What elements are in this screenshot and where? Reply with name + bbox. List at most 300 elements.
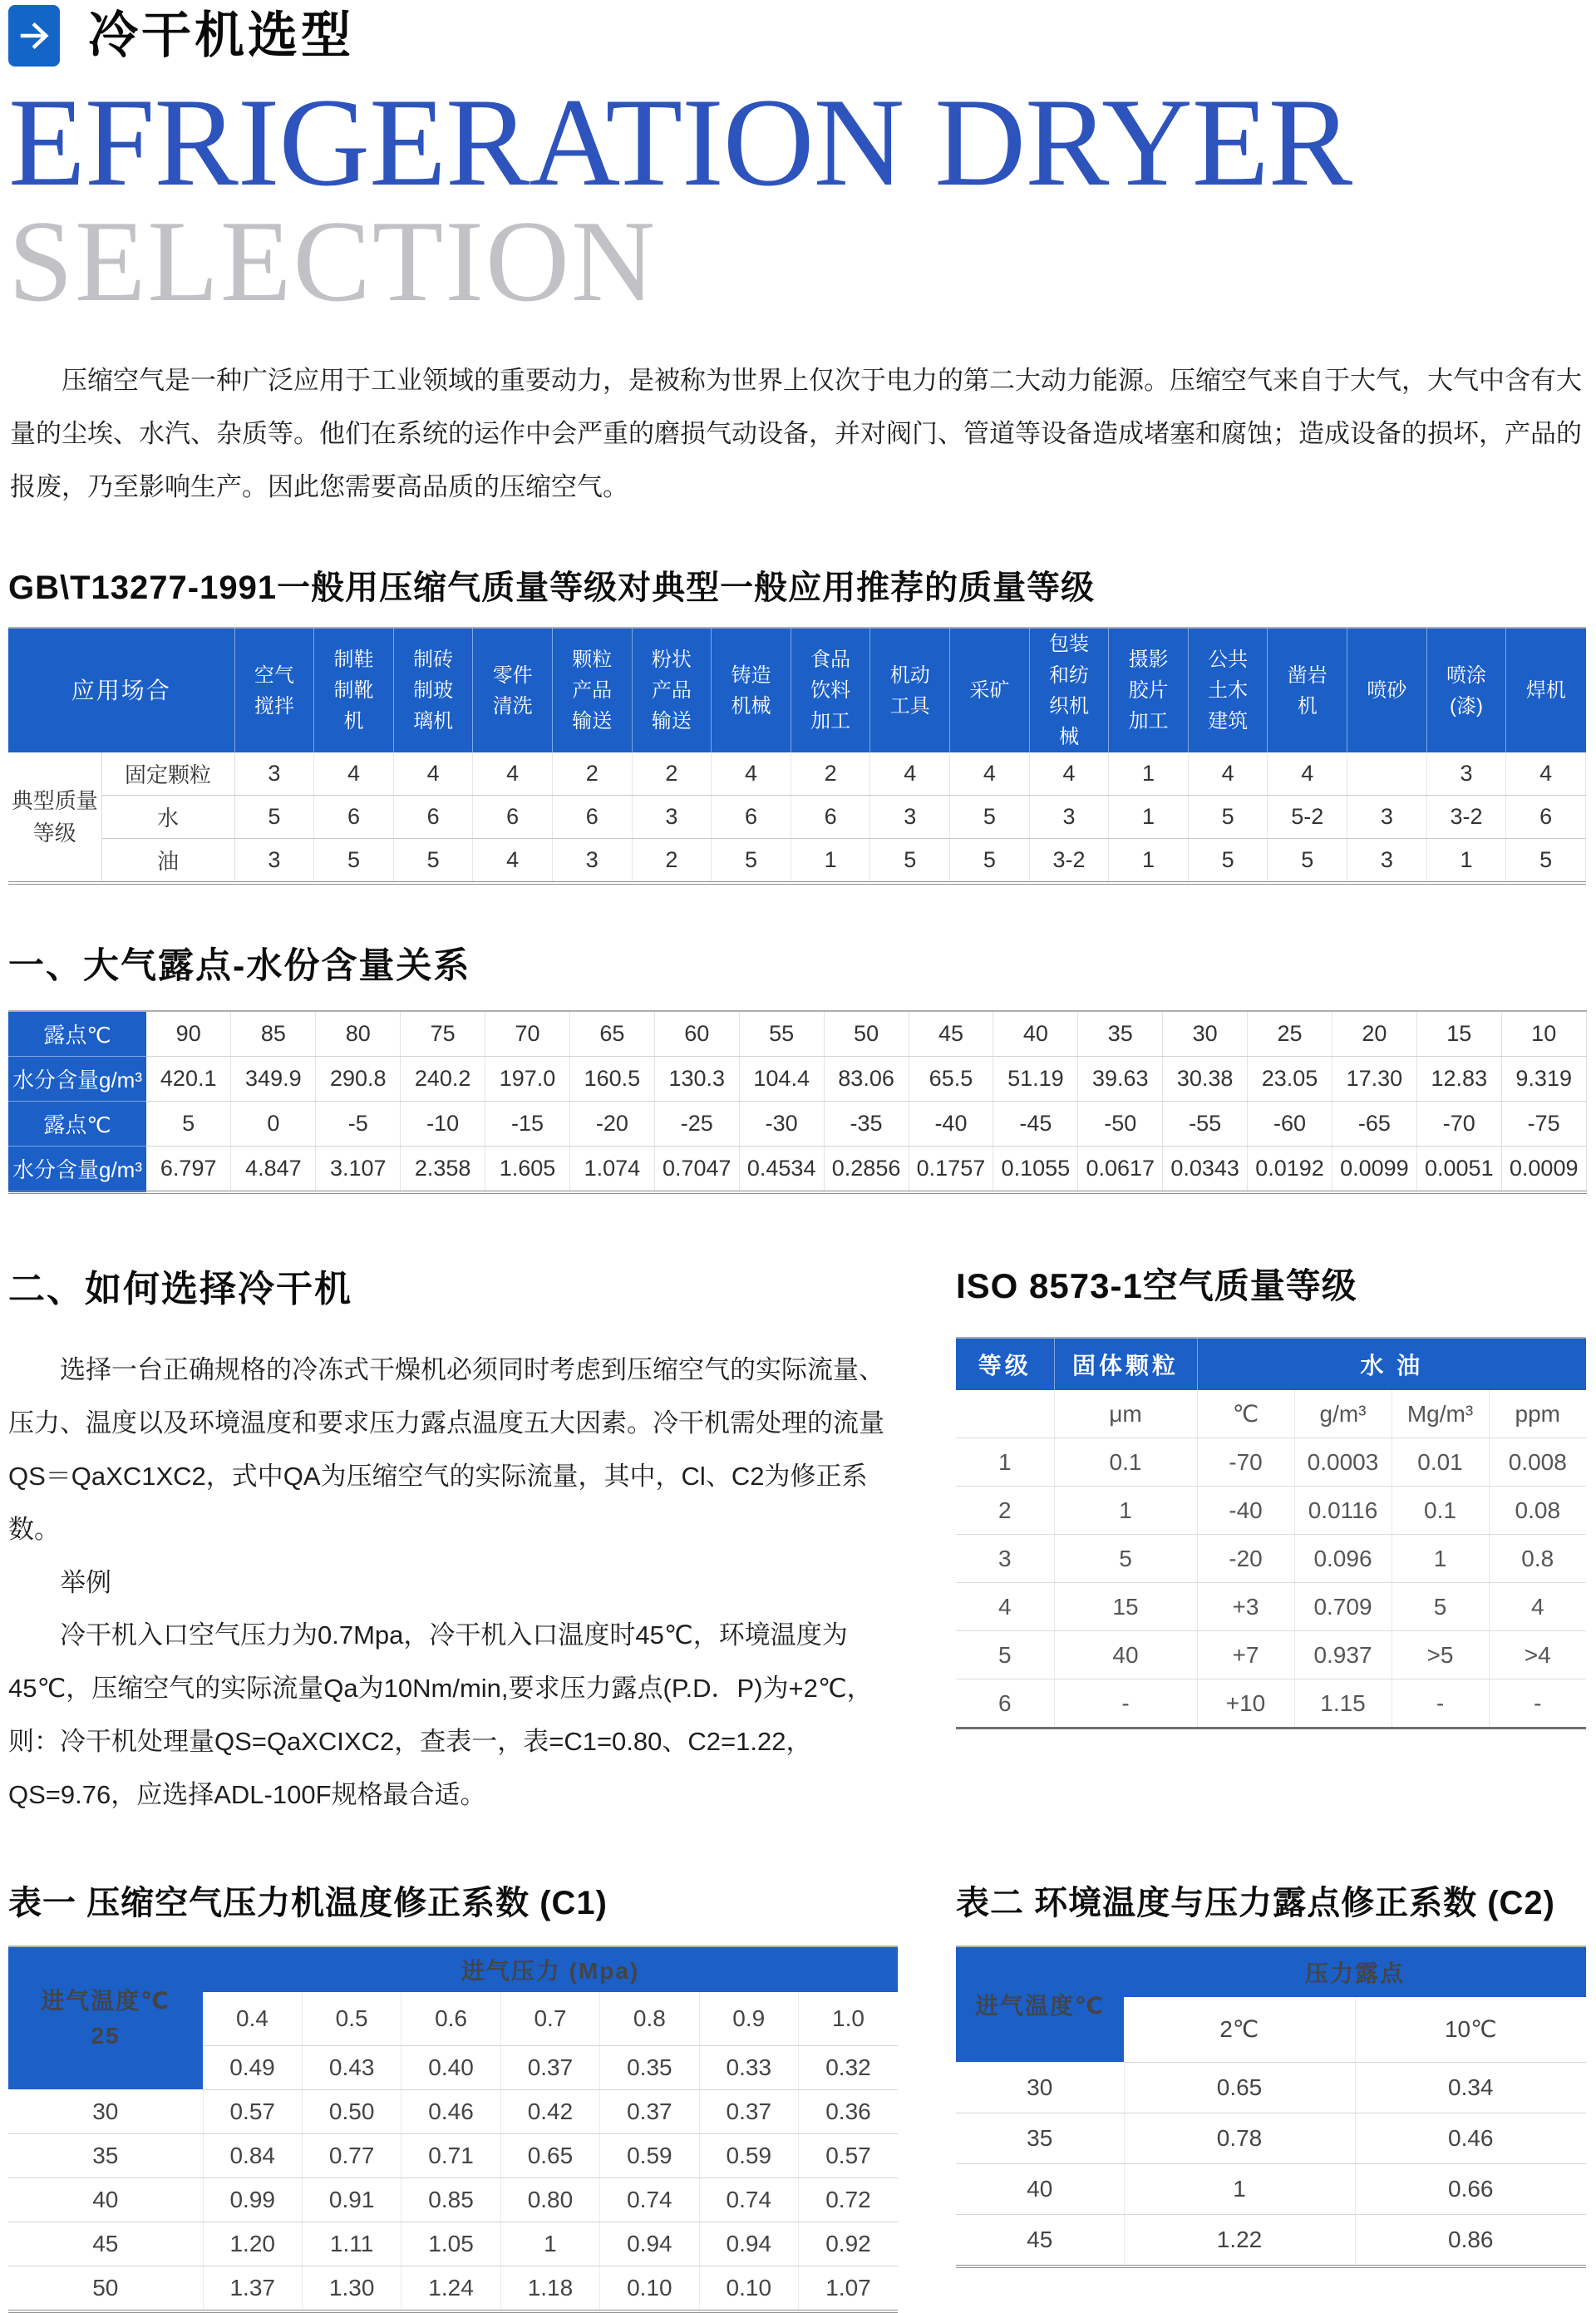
c1-value: 0.59 [699, 2133, 798, 2177]
dew-value: -30 [739, 1102, 824, 1147]
iso-unit: ppm [1489, 1390, 1586, 1438]
c1-pressure: 0.9 [699, 1992, 798, 2046]
c2-dewpoint-header: 压力露点 [1124, 1946, 1586, 1997]
title-en: EFRIGERATION DRYER [8, 72, 1352, 212]
table-row [956, 2214, 1586, 2266]
iso-value: 0.0003 [1294, 1438, 1392, 1487]
iso-unit: ℃ [1197, 1390, 1294, 1438]
quality-value: 4 [473, 752, 553, 796]
dew-row-label: 露点℃ [8, 1102, 146, 1147]
c1-pressure: 0.4 [203, 1992, 302, 2046]
c1-temp: 40 [8, 2177, 203, 2222]
iso-value: 1.15 [1294, 1679, 1392, 1729]
table-c2-title: 表二 环境温度与压力露点修正系数 (C2) [956, 1884, 1555, 1921]
dew-value: 0.0343 [1163, 1147, 1248, 1193]
c1-pressure: 0.6 [401, 1992, 500, 2046]
dew-value: 83.06 [824, 1057, 909, 1102]
dew-value: 60 [654, 1011, 739, 1057]
quality-value: 6 [393, 796, 473, 839]
dew-value: 39.63 [1078, 1057, 1163, 1102]
quality-value: 1 [791, 839, 870, 884]
quality-value: 5 [950, 796, 1030, 839]
dew-value: 1.605 [485, 1147, 570, 1193]
quality-value [1347, 752, 1427, 796]
dew-value: 130.3 [654, 1057, 739, 1102]
c2-dewpoint: 10℃ [1355, 1997, 1586, 2063]
dew-value: 9.319 [1501, 1057, 1586, 1102]
c1-value: 0.46 [401, 2089, 500, 2133]
c2-temp: 35 [956, 2113, 1124, 2163]
iso-value: 0.8 [1489, 1535, 1586, 1583]
iso-value: 0.709 [1294, 1583, 1392, 1631]
c1-value: 0.10 [699, 2266, 798, 2311]
dew-value: 349.9 [231, 1057, 316, 1102]
table-row [956, 2163, 1586, 2214]
page-header [8, 5, 1588, 67]
quality-value: 5 [234, 796, 314, 839]
dew-value: -50 [1078, 1102, 1163, 1147]
quality-grade-table [8, 627, 1586, 885]
dew-value: -65 [1332, 1102, 1416, 1147]
quality-value: 5 [712, 839, 791, 884]
c1-value: 0.91 [302, 2177, 401, 2222]
c2-temp: 30 [956, 2062, 1124, 2113]
quality-value: 4 [473, 839, 553, 884]
quality-column-header: 空气搅拌 [234, 628, 314, 752]
dew-value: 420.1 [146, 1057, 231, 1102]
c1-value: 0.99 [203, 2177, 302, 2222]
dew-value: 65.5 [909, 1057, 993, 1102]
quality-value: 1 [1109, 839, 1189, 884]
c1-temp: 35 [8, 2133, 203, 2177]
quality-column-header: 制砖制玻璃机 [393, 628, 473, 752]
table-row [8, 2133, 898, 2177]
dew-value: 0.0009 [1501, 1147, 1586, 1193]
iso-value: 0.1 [1054, 1438, 1197, 1487]
dew-value: 23.05 [1248, 1057, 1332, 1102]
quality-column-header: 焊机 [1506, 628, 1586, 752]
dew-value: -20 [569, 1102, 654, 1147]
dew-value: 0 [231, 1102, 316, 1147]
c1-value: 0.74 [600, 2177, 699, 2222]
dew-value: 5 [146, 1102, 231, 1147]
dew-value: 35 [1078, 1011, 1163, 1057]
table-row [956, 1338, 1586, 1390]
iso-value: 0.096 [1294, 1535, 1392, 1583]
quality-row-label: 固定颗粒 [101, 752, 234, 796]
dew-value: 80 [316, 1011, 401, 1057]
iso-unit-blank [956, 1390, 1054, 1438]
dew-value: 1.074 [569, 1147, 654, 1193]
quality-value: 6 [473, 796, 553, 839]
dew-row-label: 露点℃ [8, 1011, 146, 1057]
selection-text [8, 1344, 904, 1822]
table-row [956, 2062, 1586, 2113]
iso-value: 2 [956, 1487, 1054, 1535]
dew-value: 65 [569, 1011, 654, 1057]
dew-value: 51.19 [993, 1057, 1078, 1102]
quality-column-header: 摄影胶片加工 [1109, 628, 1189, 752]
quality-value: 4 [1268, 752, 1347, 796]
c1-correction-table [8, 1946, 898, 2313]
how-to-select-column [8, 1259, 904, 1822]
arrow-right-icon [8, 5, 60, 67]
quality-row-group: 典型质量等级 [8, 752, 101, 883]
c2-value: 1.22 [1124, 2214, 1355, 2266]
dew-value: 290.8 [316, 1057, 401, 1102]
quality-value: 6 [712, 796, 791, 839]
table-row [8, 628, 1586, 752]
quality-value: 2 [553, 752, 633, 796]
table-row [8, 1946, 898, 1992]
dew-value: -15 [485, 1102, 570, 1147]
c1-value: 1.05 [401, 2222, 500, 2266]
iso-value: >4 [1489, 1631, 1586, 1679]
iso-column [956, 1259, 1588, 1729]
iso-value: 15 [1054, 1583, 1197, 1631]
selection-paragraph: 选择一台正确规格的冷冻式干燥机必须同时考虑到压缩空气的实际流量、压力、温度以及环境温度和要求压力露点温度五大因素。冷干机需处理的流量QS＝QaXC1XC2，式中QA为压缩空气的实际流量，其中，Cl、C2为修正系数。 [8, 1355, 884, 1544]
dew-value: 85 [231, 1011, 316, 1057]
c1-value: 1.18 [500, 2266, 599, 2311]
c1-value: 0.74 [699, 2177, 798, 2222]
quality-column-header: 粉状产品输送 [632, 628, 712, 752]
iso-particles-header: 固体颗粒 [1054, 1338, 1197, 1390]
quality-value: 4 [1506, 752, 1586, 796]
dew-value: 25 [1248, 1011, 1332, 1057]
quality-value: 5 [1188, 796, 1268, 839]
c1-value: 1.37 [203, 2266, 302, 2311]
quality-value: 2 [632, 752, 712, 796]
table-row [8, 2089, 898, 2133]
quality-row-label: 水 [101, 796, 234, 839]
dew-value: -75 [1501, 1102, 1586, 1147]
table-row [8, 1057, 1586, 1102]
example-paragraph: 冷干机入口空气压力为0.7Mpa，冷干机入口温度时45℃，环境温度为45℃，压缩空气的实际流量Qa为10Nm/min,要求压力露点(P.D．P)为+2℃，则：冷干机处理量QS=QaXCIXC2，查表一，表=C1=0.80、C2=1.22，QS=9.76，应选择ADL-100F规格最合适。 [8, 1620, 873, 1810]
quality-column-header: 喷砂 [1347, 628, 1427, 752]
dewpoint-moisture-table [8, 1010, 1587, 1194]
c1-value: 0.77 [302, 2133, 401, 2177]
quality-value: 2 [632, 839, 712, 884]
iso-value: - [1392, 1679, 1489, 1729]
table-row [8, 1102, 1586, 1147]
iso-value: 5 [956, 1631, 1054, 1679]
c2-value: 0.46 [1355, 2113, 1586, 2163]
dew-value: 20 [1332, 1011, 1416, 1057]
dew-value: 30.38 [1163, 1057, 1248, 1102]
dew-value: 2.358 [401, 1147, 485, 1193]
quality-value: 3 [1347, 839, 1427, 884]
quality-value: 3 [870, 796, 950, 839]
dew-value: 40 [993, 1011, 1078, 1057]
dew-value: 0.0617 [1078, 1147, 1163, 1193]
c1-value: 0.84 [203, 2133, 302, 2177]
dew-value: 45 [909, 1011, 993, 1057]
table-row [956, 1631, 1586, 1679]
quality-column-header: 凿岩机 [1268, 628, 1347, 752]
iso-value: 1 [1054, 1487, 1197, 1535]
iso-value: >5 [1392, 1631, 1489, 1679]
c1-value: 0.94 [600, 2222, 699, 2266]
quality-column-header: 制鞋制靴机 [314, 628, 394, 752]
dew-value: 197.0 [485, 1057, 570, 1102]
c1-value: 1.30 [302, 2266, 401, 2311]
iso-value: 0.937 [1294, 1631, 1392, 1679]
iso-value: -40 [1197, 1487, 1294, 1535]
table-row [956, 1535, 1586, 1583]
dew-value: -55 [1163, 1102, 1248, 1147]
c1-pressure-header: 进气压力 (Mpa) [203, 1946, 898, 1992]
dew-value: -40 [909, 1102, 993, 1147]
section2-title: 二、如何选择冷干机 [8, 1269, 352, 1310]
dew-value: 0.1055 [993, 1147, 1078, 1193]
c1-value: 0.85 [401, 2177, 500, 2222]
table-row [956, 1583, 1586, 1631]
dew-value: 17.30 [1332, 1057, 1416, 1102]
quality-row-label: 油 [101, 839, 234, 884]
c2-value: 0.78 [1124, 2113, 1355, 2163]
c1-value: 0.10 [600, 2266, 699, 2311]
table-row [8, 2266, 898, 2311]
quality-value: 2 [791, 752, 870, 796]
quality-column-header: 颗粒产品输送 [553, 628, 633, 752]
quality-corner-header: 应用场合 [8, 628, 234, 752]
quality-value: 4 [712, 752, 791, 796]
c2-value: 1 [1124, 2163, 1355, 2214]
dew-value: 70 [485, 1011, 570, 1057]
c1-pressure: 0.7 [500, 1992, 599, 2046]
c1-value: 0.36 [798, 2089, 898, 2133]
c1-value: 0.49 [203, 2045, 302, 2089]
c1-value: 0.80 [500, 2177, 599, 2222]
dew-value: 0.0099 [1332, 1147, 1416, 1193]
dew-value: 75 [401, 1011, 485, 1057]
iso-value: +10 [1197, 1679, 1294, 1729]
quality-value: 5 [393, 839, 473, 884]
c1-value: 0.37 [500, 2045, 599, 2089]
quality-table-title: GB\T13277-1991一般用压缩气质量等级对典型一般应用推荐的质量等级 [8, 570, 1096, 607]
iso-value: 0.1 [1392, 1487, 1489, 1535]
dew-value: -45 [993, 1102, 1078, 1147]
iso-value: 0.08 [1489, 1487, 1586, 1535]
quality-value: 3 [1426, 752, 1506, 796]
c1-value: 0.71 [401, 2133, 500, 2177]
subtitle-en: SELECTION [8, 197, 658, 327]
dew-value: 3.107 [316, 1147, 401, 1193]
dew-row-label: 水分含量g/m³ [8, 1147, 146, 1193]
quality-value: 3 [1347, 796, 1427, 839]
quality-value: 3 [553, 839, 633, 884]
table-row [8, 752, 1586, 796]
iso-value: 4 [1489, 1583, 1586, 1631]
quality-value: 1 [1109, 796, 1189, 839]
dew-value: 0.0051 [1416, 1147, 1501, 1193]
iso-value: 5 [1392, 1583, 1489, 1631]
table-row [8, 2177, 898, 2222]
quality-value: 5 [314, 839, 394, 884]
iso-value: 1 [956, 1438, 1054, 1487]
dew-row-label: 水分含量g/m³ [8, 1057, 146, 1102]
iso-value: 0.0116 [1294, 1487, 1392, 1535]
table-row [8, 1147, 1586, 1193]
iso-value: 5 [1054, 1535, 1197, 1583]
iso-value: 4 [956, 1583, 1054, 1631]
quality-column-header: 公共土木建筑 [1188, 628, 1268, 752]
iso-value: 6 [956, 1679, 1054, 1729]
iso-air-quality-table [956, 1337, 1586, 1729]
c2-temp: 45 [956, 2214, 1124, 2266]
table-row [956, 1679, 1586, 1729]
quality-value: 5 [1506, 839, 1586, 884]
c1-corner-line2: 25 [91, 2022, 121, 2049]
c1-corner-header [8, 1946, 203, 2090]
table-c1-title: 表一 压缩空气压力机温度修正系数 (C1) [8, 1884, 608, 1921]
c1-value: 0.42 [500, 2089, 599, 2133]
quality-value: 4 [314, 752, 394, 796]
c1-corner-line1: 进气温度℃ [41, 1987, 170, 2014]
c1-value: 0.94 [699, 2222, 798, 2266]
iso-unit: μm [1054, 1390, 1197, 1438]
quality-value: 3 [632, 796, 712, 839]
quality-column-header: 零件清洗 [473, 628, 553, 752]
quality-value: 4 [1188, 752, 1268, 796]
quality-value: 4 [1029, 752, 1109, 796]
dew-value: 12.83 [1416, 1057, 1501, 1102]
c1-value: 0.92 [798, 2222, 898, 2266]
c1-temp: 45 [8, 2222, 203, 2266]
c1-value: 0.33 [699, 2045, 798, 2089]
dew-value: -10 [401, 1102, 485, 1147]
c1-pressure: 0.5 [302, 1992, 401, 2046]
c2-value: 0.86 [1355, 2214, 1586, 2266]
selection-row [8, 1259, 1588, 1822]
dew-value: 6.797 [146, 1147, 231, 1193]
dew-value: 90 [146, 1011, 231, 1057]
iso-value: - [1489, 1679, 1586, 1729]
page-title: 冷干机选型 [88, 7, 354, 63]
quality-column-header: 食品饮料加工 [791, 628, 870, 752]
iso-value: 3 [956, 1535, 1054, 1583]
c1-pressure: 0.8 [600, 1992, 699, 2046]
c1-value: 0.37 [600, 2089, 699, 2133]
c1-value: 0.72 [798, 2177, 898, 2222]
c1-value: 1.24 [401, 2266, 500, 2311]
table-row [956, 2113, 1586, 2163]
quality-value: 6 [314, 796, 394, 839]
quality-value: 3-2 [1426, 796, 1506, 839]
dew-value: 104.4 [739, 1057, 824, 1102]
c2-value: 0.66 [1355, 2163, 1586, 2214]
quality-value: 1 [1109, 752, 1189, 796]
c1-temp: 50 [8, 2266, 203, 2311]
c1-pressure: 1.0 [798, 1992, 898, 2046]
dew-value: 0.0192 [1248, 1147, 1332, 1193]
c1-column [8, 1877, 904, 2313]
c1-value: 0.57 [798, 2133, 898, 2177]
table-row [8, 1011, 1586, 1057]
dew-value: 0.7047 [654, 1147, 739, 1193]
dew-value: -5 [316, 1102, 401, 1147]
table-row [8, 2222, 898, 2266]
quality-value: 3-2 [1029, 839, 1109, 884]
quality-value: 4 [950, 752, 1030, 796]
iso-value: 1 [1392, 1535, 1489, 1583]
quality-value: 5 [870, 839, 950, 884]
c1-value: 1.20 [203, 2222, 302, 2266]
dew-value: 4.847 [231, 1147, 316, 1193]
iso-value: +7 [1197, 1631, 1294, 1679]
quality-value: 4 [870, 752, 950, 796]
quality-value: 3 [234, 752, 314, 796]
table-row [8, 796, 1586, 839]
quality-value: 3 [1029, 796, 1109, 839]
quality-value: 5-2 [1268, 796, 1347, 839]
table-row [956, 1946, 1586, 1997]
iso-value: 0.008 [1489, 1438, 1586, 1487]
quality-value: 6 [1506, 796, 1586, 839]
quality-column-header: 机动工具 [870, 628, 950, 752]
c1-value: 0.32 [798, 2045, 898, 2089]
c1-value: 0.35 [600, 2045, 699, 2089]
iso-grade-header: 等级 [956, 1338, 1054, 1390]
c2-column [956, 1877, 1588, 2268]
iso-table-title: ISO 8573-1空气质量等级 [956, 1266, 1357, 1306]
dew-value: 240.2 [401, 1057, 485, 1102]
c2-correction-table [956, 1946, 1586, 2268]
c1-value: 0.37 [699, 2089, 798, 2133]
c2-value: 0.34 [1355, 2062, 1586, 2113]
iso-value: -70 [1197, 1438, 1294, 1487]
quality-value: 3 [234, 839, 314, 884]
c1-value: 1.07 [798, 2266, 898, 2311]
quality-value: 6 [553, 796, 633, 839]
quality-value: 5 [950, 839, 1030, 884]
dew-value: 50 [824, 1011, 909, 1057]
c1-value: 0.50 [302, 2089, 401, 2133]
dew-value: 0.1757 [909, 1147, 993, 1193]
dew-value: -60 [1248, 1102, 1332, 1147]
c1-value: 1.11 [302, 2222, 401, 2266]
iso-value: 40 [1054, 1631, 1197, 1679]
dew-value: -35 [824, 1102, 909, 1147]
quality-column-header: 采矿 [950, 628, 1030, 752]
dew-value: 10 [1501, 1011, 1586, 1057]
c1-value: 0.40 [401, 2045, 500, 2089]
c1-value: 0.57 [203, 2089, 302, 2133]
iso-value: -20 [1197, 1535, 1294, 1583]
table-row [956, 1438, 1586, 1487]
intro-paragraph: 压缩空气是一种广泛应用于工业领域的重要动力，是被称为世界上仅次于电力的第二大动力能源。压缩空气来自于大气，大气中含有大量的尘埃、水汽、杂质等。他们在系统的运作中会严重的磨损气动设备，并对阀门、管道等设备造成堵塞和腐蚀；造成设备的损坏，产品的报废，乃至影响生产。因此您需要高品质的压缩空气。 [10, 365, 1582, 501]
c2-value: 0.65 [1124, 2062, 1355, 2113]
dew-value: 15 [1416, 1011, 1501, 1057]
dew-value: 30 [1163, 1011, 1248, 1057]
table-row [8, 839, 1586, 884]
dew-value: 0.4534 [739, 1147, 824, 1193]
dew-value: -25 [654, 1102, 739, 1147]
c1-value: 0.59 [600, 2133, 699, 2177]
quality-column-header: 铸造机械 [712, 628, 791, 752]
iso-value: - [1054, 1679, 1197, 1729]
c2-temp: 40 [956, 2163, 1124, 2214]
section1-title: 一、大气露点-水份含量关系 [8, 946, 471, 987]
c1-value: 1 [500, 2222, 599, 2266]
iso-unit: Mg/m³ [1392, 1390, 1489, 1438]
c2-corner-header: 进气温度℃ [956, 1946, 1124, 2063]
iso-water-oil-header: 水 油 [1197, 1338, 1586, 1390]
table-row [956, 1390, 1586, 1438]
dew-value: 160.5 [569, 1057, 654, 1102]
c2-dewpoint: 2℃ [1124, 1997, 1355, 2063]
c1-value: 0.65 [500, 2133, 599, 2177]
